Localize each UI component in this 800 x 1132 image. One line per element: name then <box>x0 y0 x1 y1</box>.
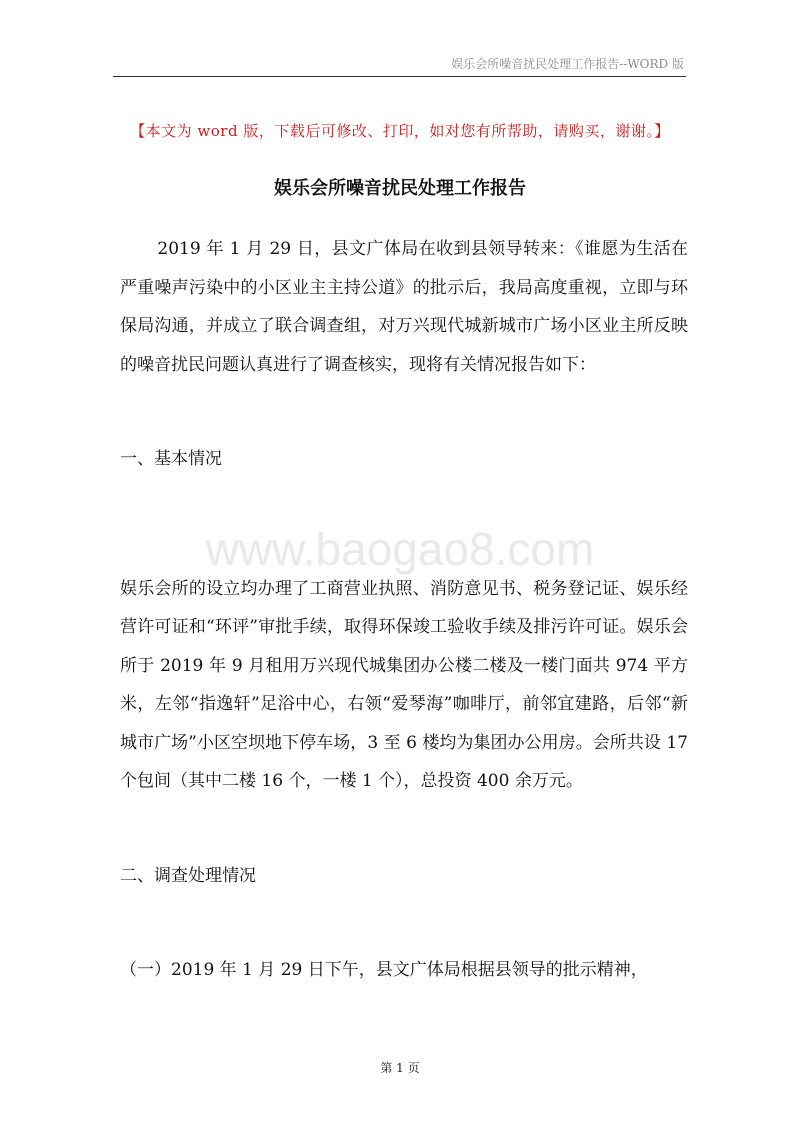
investigation-item-1: （一）2019 年 1 月 29 日下午，县文广体局根据县领导的批示精神， <box>120 960 648 980</box>
basic-info-paragraph: 娱乐会所的设立均办理了工商营业执照、消防意见书、税务登记证、娱乐经营许可证和“环评”审批手续，取得环保竣工验收手续及排污许可证。娱乐会所于 2019 年 9 月租用万兴现代城集团办公楼二楼及一楼门面共 974 平方米，左邻“指逸轩”足浴中心，右领“爱琴海”咖啡厅，前邻宜建路，后邻“新城市广场”小区空坝地下停车场，3 至 6 楼均为集团办公用房。会所共设 17 个包间（其中二楼 16 个，一楼 1 个），总投资 400 余万元。 <box>120 578 688 791</box>
document-body <box>120 230 688 990</box>
intro-paragraph: 2019 年 1 月 29 日，县文广体局在收到县领导转来：《谁愿为生活在严重噪声污染中的小区业主主持公道》的批示后，我局高度重视，立即与环保局沟通，并成立了联合调查组，对万兴现代城新城市广场小区业主所反映的噪音扰民问题认真进行了调查核实，现将有关情况报告如下： <box>120 239 688 375</box>
document-title: 娱乐会所噪音扰民处理工作报告 <box>274 178 526 199</box>
watermark-text: www.baogao8.com <box>205 523 595 575</box>
page-number: 第 1 页 <box>380 1061 420 1075</box>
download-notice: 【本文为 word 版，下载后可修改、打印，如对您有所帮助，请购买，谢谢。】 <box>130 122 670 140</box>
running-header: 娱乐会所噪音扰民处理工作报告--WORD 版 <box>451 57 684 71</box>
header-divider <box>113 76 686 77</box>
section-heading-basic: 一、基本情况 <box>120 449 222 469</box>
section-heading-investigation: 二、调查处理情况 <box>120 865 256 886</box>
